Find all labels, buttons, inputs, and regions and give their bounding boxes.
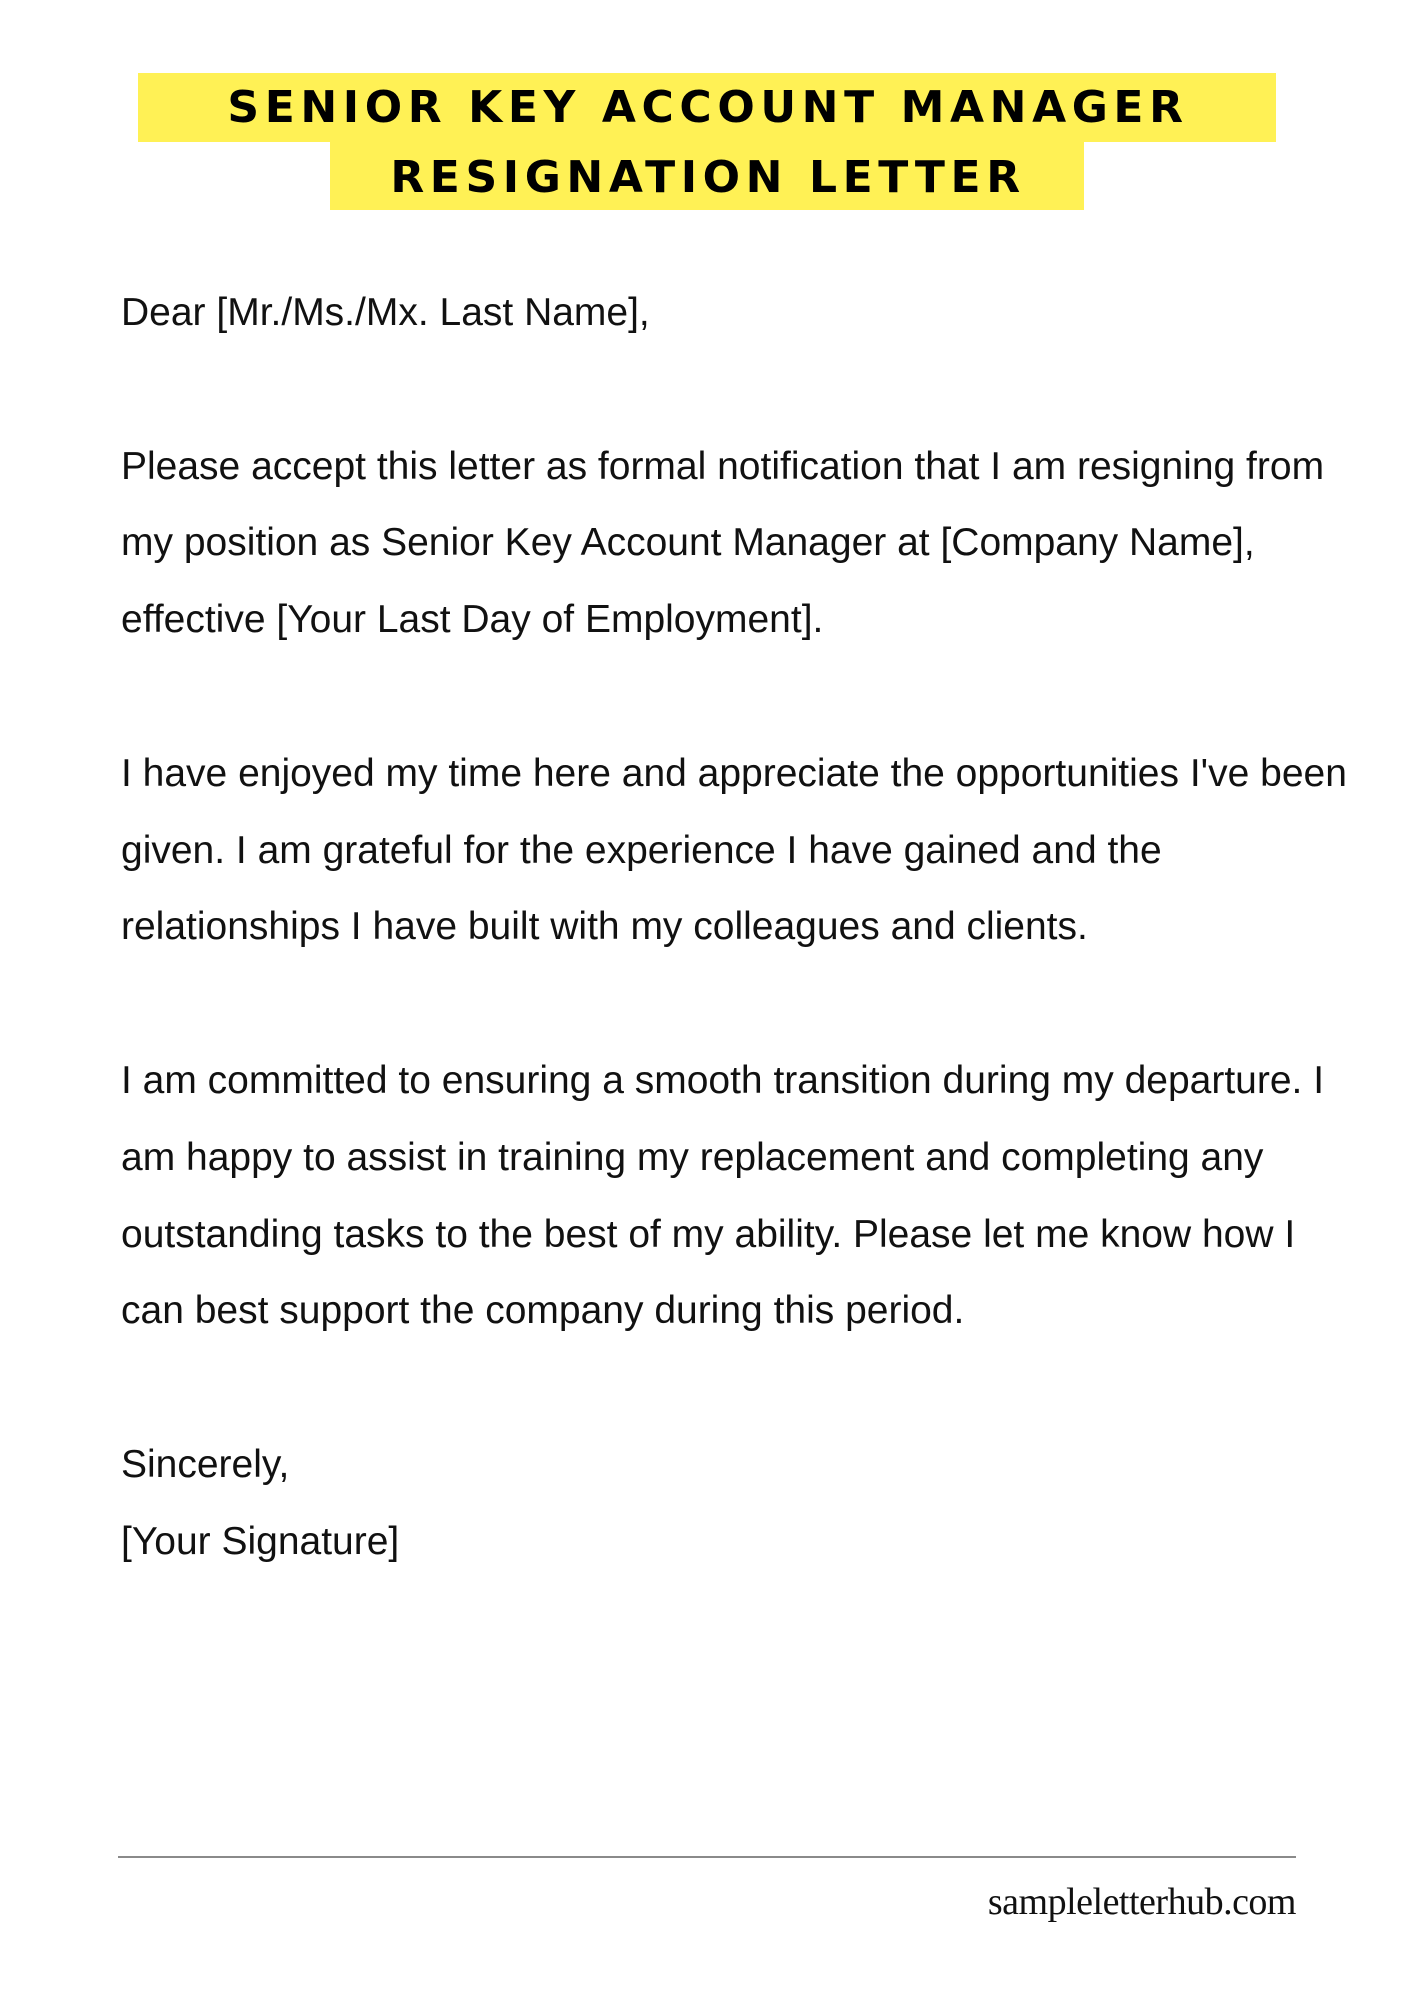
paragraph-1: Please accept this letter as formal notification that I am resigning from my position as Senior Key Account Manager at [Company Name], effective [Your Last Day of Employment]. [121,444,1325,642]
salutation: Dear [Mr./Ms./Mx. Last Name], [121,291,650,334]
letter-title [0,73,1414,212]
paragraph-3: I am committed to ensuring a smooth transition during my departure. I am happy to assist in training my replacement and completing any outstanding tasks to the best of my ability. Please let me know how I can best support the company during this period. [121,1058,1325,1333]
signature-placeholder: [Your Signature] [121,1519,400,1563]
footer-site-name: sampleletterhub.com [987,1881,1296,1923]
footer-divider [118,1856,1296,1858]
paragraph-2: I have enjoyed my time here and appreciate the opportunities I've been given. I am grateful for the experience I have gained and the relationships I have built with my colleagues and clients. [121,751,1347,949]
title-line-1: SENIOR KEY ACCOUNT MANAGER [138,73,1276,142]
title-line-2: RESIGNATION LETTER [330,142,1084,210]
closing: Sincerely, [121,1442,290,1486]
letter-body [121,275,1361,1581]
closing-block [121,1427,1361,1581]
